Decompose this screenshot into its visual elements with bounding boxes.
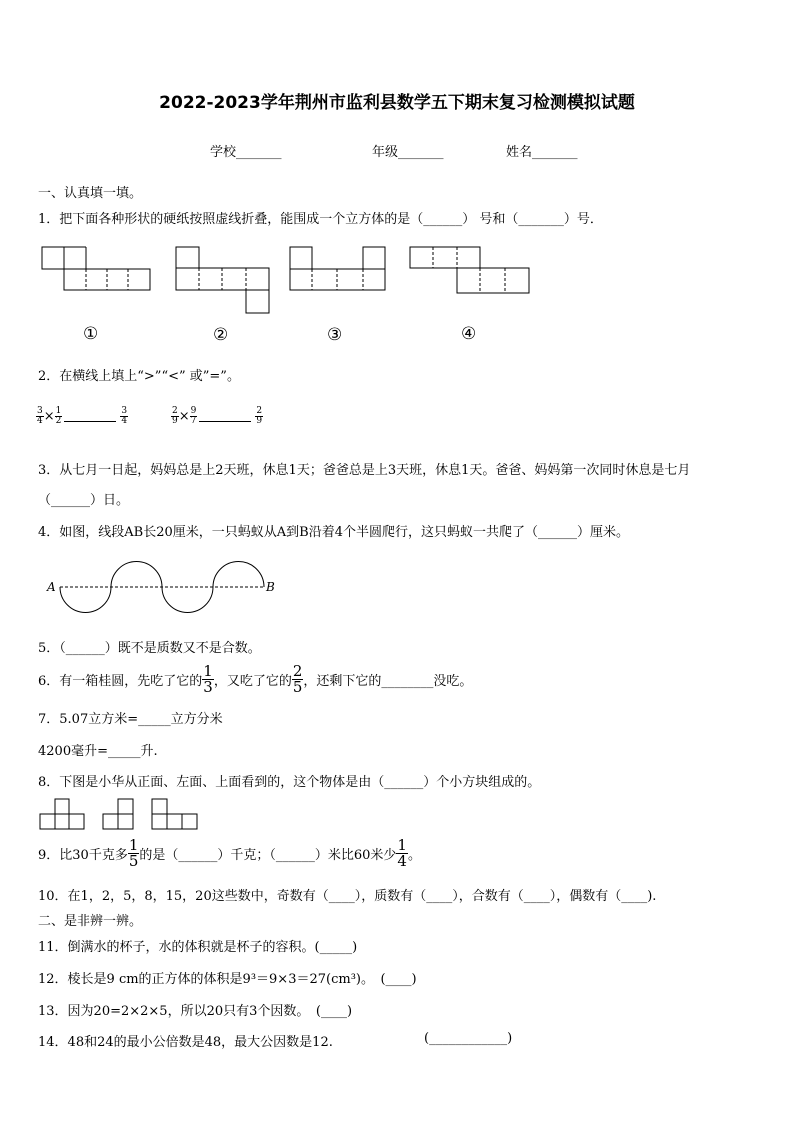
question-7-line-2: 4200毫升=_____升. xyxy=(38,744,158,759)
question-3-line-1: 3．从七月一日起，妈妈总是上2天班，休息1天；爸爸总是上3天班，休息1天。爸爸、妈妈第一次同时休息是七月 xyxy=(38,463,691,478)
question-7-line-1: 7．5.07立方米=_____立方分米 xyxy=(38,712,223,727)
question-2: 2．在横线上填上“>”“<” 或”=”。 xyxy=(38,369,240,384)
question-5: 5．（______）既不是质数又不是合数。 xyxy=(38,641,261,656)
question-14-blank: (____________) xyxy=(424,1031,513,1046)
q2-expression-1: $\frac{3}{4}$ × $\frac{1}{2}$ $\frac{3}{4}$ xyxy=(37,406,128,426)
grade-field: 年级_______ xyxy=(372,145,444,160)
section-1-heading: 一、认真填一填。 xyxy=(38,186,143,201)
q2-expression-2: $\frac{2}{9}$ × $\frac{9}{7}$ $\frac{2}{9}$ xyxy=(172,406,263,426)
net-label-3: ③ xyxy=(327,325,343,345)
question-4: 4．如图，线段AB长20厘米，一只蚂蚁从A到B沿着4个半圆爬行，这只蚂蚁一共爬了（______）厘米。 xyxy=(38,525,629,540)
question-11: 11．倒满水的杯子，水的体积就是杯子的容积。(_____) xyxy=(38,940,358,955)
name-field: 姓名_______ xyxy=(506,145,578,160)
left-view xyxy=(103,799,133,829)
school-field: 学校_______ xyxy=(210,145,282,160)
page-title: 2022-2023学年荆州市监利县数学五下期末复习检测模拟试题 xyxy=(159,93,635,113)
question-6: 6．有一箱桂圆，先吃了它的 $\frac{1}{3}$ ，又吃了它的 $\frac{2}{5}$ ，还剩下它的________没吃。 xyxy=(38,662,473,696)
question-9: 9．比30千克多 $\frac{1}{5}$ 的是（______）千克；（______）米比60米少 $\frac{1}{4}$ 。 xyxy=(38,836,421,870)
question-10: 10．在1，2，5，8，15，20这些数中，奇数有（____），质数有（____），合数有（____），偶数有（____). xyxy=(38,889,657,904)
top-view xyxy=(152,799,197,829)
point-b-label: B xyxy=(266,580,275,594)
section-2-heading: 二、是非辨一辨。 xyxy=(38,914,143,929)
question-1: 1．把下面各种形状的硬纸按照虚线折叠，能围成一个立方体的是（______） 号和（_______）号． xyxy=(38,212,603,227)
question-3-line-2: （______）日。 xyxy=(38,493,130,508)
net-label-4: ④ xyxy=(461,324,477,344)
question-14: 14．48和24的最小公倍数是48，最大公因数是12. xyxy=(38,1035,333,1050)
question-8: 8．下图是小华从正面、左面、上面看到的，这个物体是由（______）个小方块组成的。 xyxy=(38,775,541,790)
net-label-2: ② xyxy=(213,325,229,345)
front-view xyxy=(40,799,84,829)
question-12: 12．棱长是9 cm的正方体的体积是9³＝9×3＝27(cm³)。 (____) xyxy=(38,972,417,987)
question-13: 13．因为20=2×2×5，所以20只有3个因数。 (____) xyxy=(38,1004,353,1019)
net-label-1: ① xyxy=(83,324,99,344)
point-a-label: A xyxy=(47,580,56,594)
